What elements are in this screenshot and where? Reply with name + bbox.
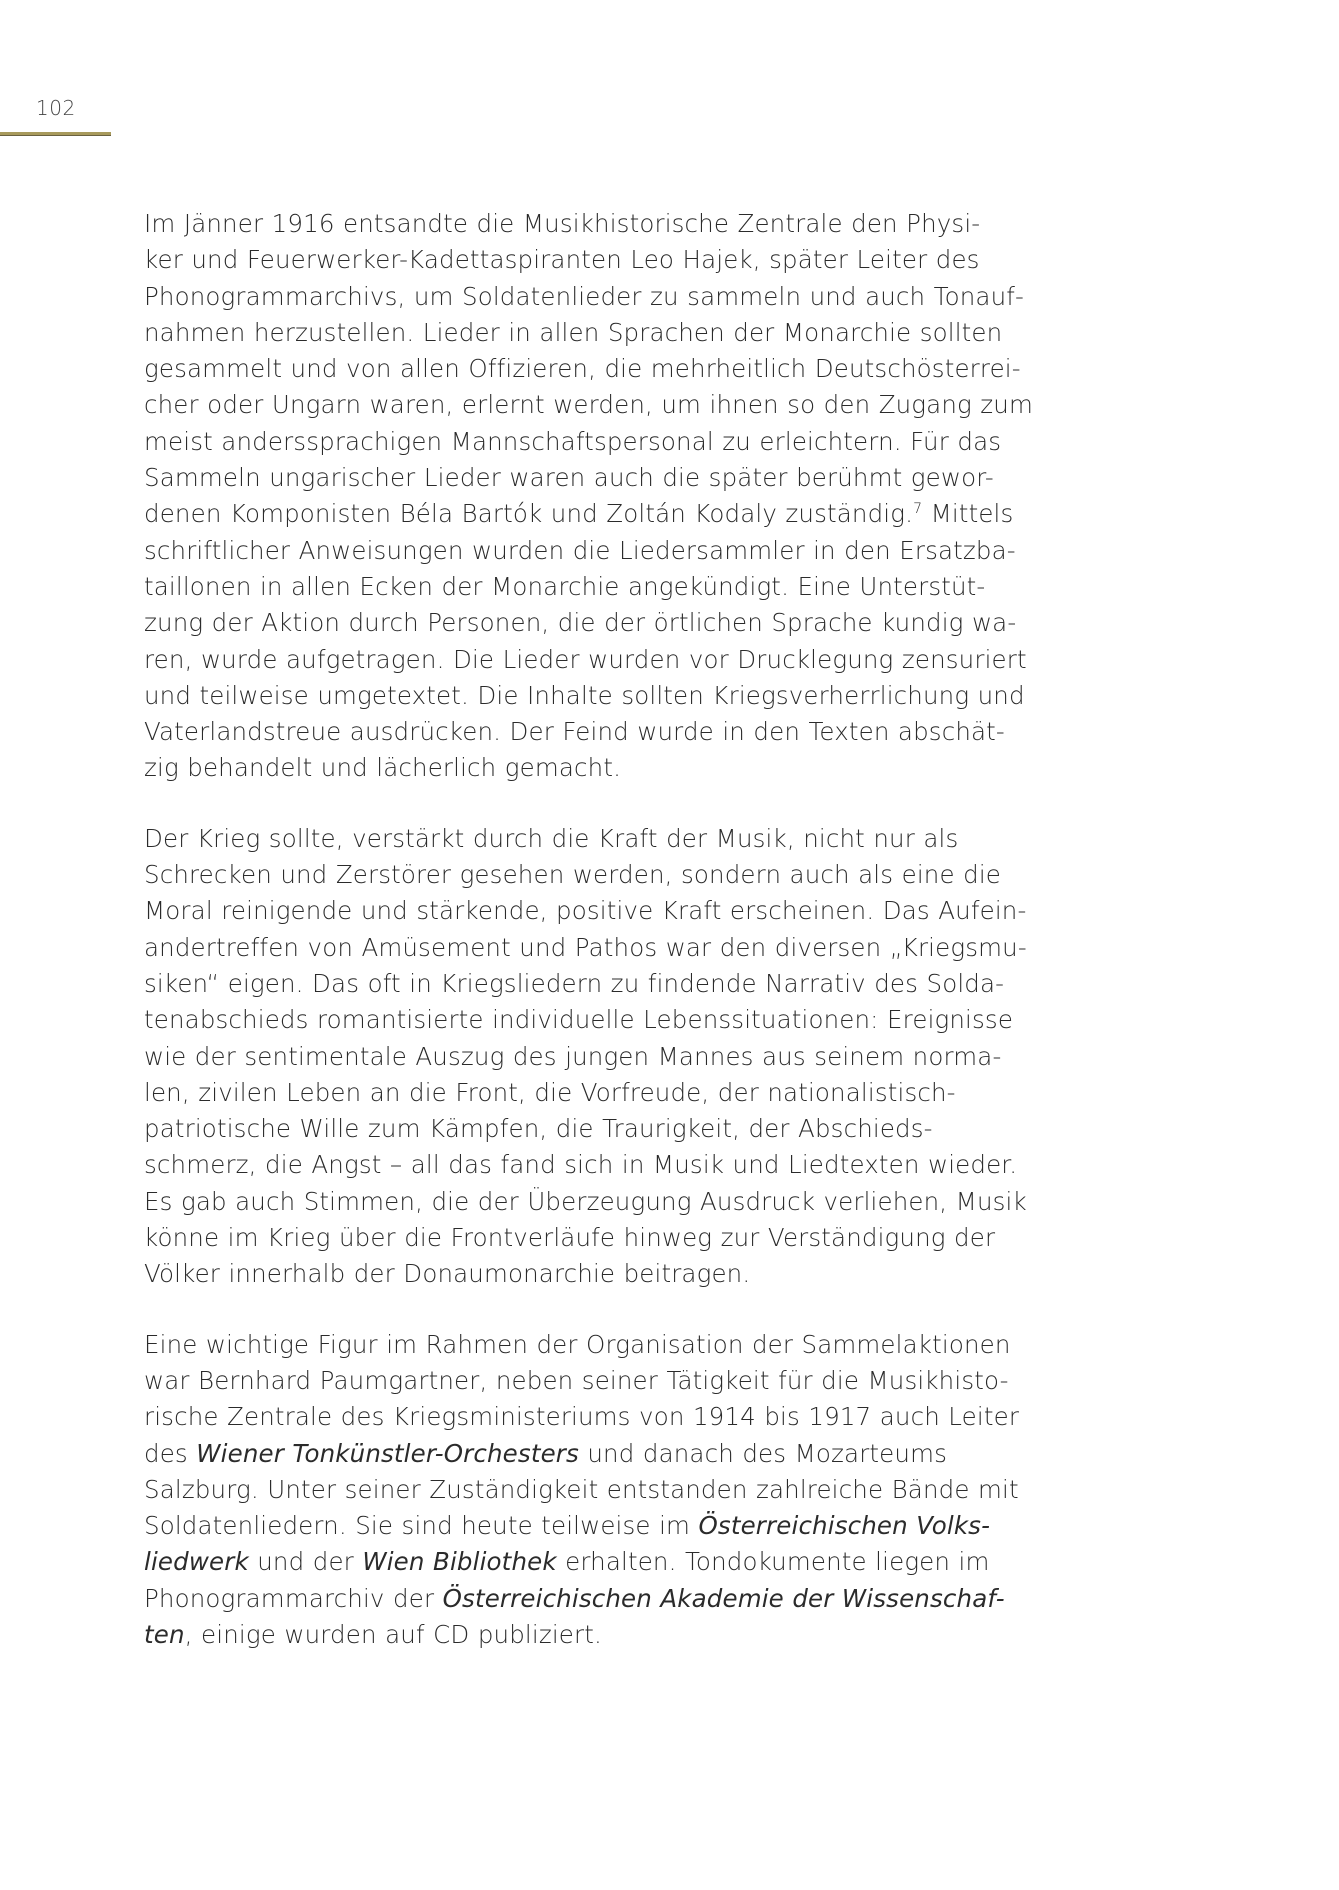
text-segment: und der: [248, 1547, 363, 1577]
text-line: war Bernhard Paumgartner, neben seiner Tätigkeit für die Musikhisto-: [144, 1365, 1009, 1395]
text-line: patriotische Wille zum Kämpfen, die Traurigkeit, der Abschieds-: [144, 1114, 933, 1144]
text-line: [144, 1617, 1044, 1653]
text-line: Völker innerhalb der Donaumonarchie beitragen.: [144, 1259, 751, 1289]
text-line: tenabschieds romantisierte individuelle Lebenssituationen: Ereignisse: [144, 1005, 1014, 1035]
text-line: [144, 1581, 1044, 1617]
text-line: nahmen herzustellen. Lieder in allen Sprachen der Monarchie sollten: [144, 317, 1003, 347]
text-line: zung der Aktion durch Personen, die der örtlichen Sprache kundig wa-: [144, 608, 1017, 638]
text-line: könne im Krieg über die Frontverläufe hinweg zur Verständigung der: [144, 1223, 996, 1253]
paragraph-2: [144, 821, 1044, 1293]
italic-title: Österreichischen Volks-: [698, 1511, 991, 1541]
text-line: meist anderssprachigen Mannschaftspersonal zu erleichtern. Für das: [144, 426, 1002, 456]
paragraph-1: [144, 206, 1044, 787]
text-line: wie der sentimentale Auszug des jungen Mannes aus seinem norma-: [144, 1041, 1002, 1071]
text-line: rische Zentrale des Kriegsministeriums von 1914 bis 1917 auch Leiter: [144, 1402, 1020, 1432]
text-line: [144, 1436, 1044, 1472]
italic-title: ten: [144, 1619, 185, 1649]
text-line: [144, 1544, 1044, 1580]
text-line: len, zivilen Leben an die Front, die Vorfreude, der nationalistisch-: [144, 1077, 956, 1107]
text-line: schmerz, die Angst – all das fand sich in Musik und Liedtexten wieder.: [144, 1150, 1018, 1180]
text-segment: Phonogrammarchiv der: [144, 1583, 443, 1613]
text-line: ren, wurde aufgetragen. Die Lieder wurden vor Drucklegung zensuriert: [144, 644, 1027, 674]
text-line: zig behandelt und lächerlich gemacht.: [144, 753, 622, 783]
italic-title: Österreichischen Akademie der Wissenschaf-: [442, 1583, 1005, 1613]
text-line: gesammelt und von allen Offizieren, die mehrheitlich Deutschösterrei-: [144, 354, 1021, 384]
text-segment: , einige wurden auf CD publiziert.: [184, 1619, 602, 1649]
body-text: [144, 206, 1044, 1687]
text-segment: Mittels: [922, 499, 1014, 529]
text-segment: und danach des Mozarteums: [578, 1438, 948, 1468]
text-line: Es gab auch Stimmen, die der Überzeugung Ausdruck verliehen, Musik: [144, 1186, 1027, 1216]
text-line: Sammeln ungarischer Lieder waren auch die später berühmt gewor-: [144, 463, 994, 493]
text-line: Phonogrammarchivs, um Soldatenlieder zu sammeln und auch Tonauf-: [144, 281, 1025, 311]
text-line: [144, 496, 1044, 532]
italic-title: Wien Bibliothek: [362, 1547, 557, 1577]
text-line: Salzburg. Unter seiner Zuständigkeit entstanden zahlreiche Bände mit: [144, 1474, 1019, 1504]
text-line: cher oder Ungarn waren, erlernt werden, um ihnen so den Zugang zum: [144, 390, 1033, 420]
footnote-marker[interactable]: 7: [913, 501, 923, 518]
text-line: siken“ eigen. Das oft in Kriegsliedern zu findende Narrativ des Solda-: [144, 968, 1005, 998]
paragraph-3: [144, 1327, 1044, 1654]
header-rule-shadow: [0, 135, 111, 136]
text-segment: denen Komponisten Béla Bartók und Zoltán Kodaly zuständig.: [144, 499, 914, 529]
text-line: Der Krieg sollte, verstärkt durch die Kraft der Musik, nicht nur als: [144, 823, 959, 853]
page-number: 102: [36, 96, 76, 120]
text-line: taillonen in allen Ecken der Monarchie angekündigt. Eine Unterstüt-: [144, 571, 986, 601]
italic-title: Wiener Tonkünstler-Orchesters: [196, 1438, 579, 1468]
text-line: ker und Feuerwerker-Kadettaspiranten Leo Hajek, später Leiter des: [144, 245, 980, 275]
text-line: und teilweise umgetextet. Die Inhalte sollten Kriegsverherrlichung und: [144, 680, 1025, 710]
text-segment: Soldatenliedern. Sie sind heute teilweise im: [144, 1511, 699, 1541]
text-segment: erhalten. Tondokumente liegen im: [556, 1547, 990, 1577]
text-line: Moral reinigende und stärkende, positive Kraft erscheinen. Das Aufein-: [144, 896, 1027, 926]
text-line: [144, 1508, 1044, 1544]
text-line: Vaterlandstreue ausdrücken. Der Feind wurde in den Texten abschät-: [144, 717, 1005, 747]
text-line: Eine wichtige Figur im Rahmen der Organisation der Sammelaktionen: [144, 1329, 1011, 1359]
text-line: schriftlicher Anweisungen wurden die Liedersammler in den Ersatzba-: [144, 535, 1016, 565]
text-segment: des: [144, 1438, 197, 1468]
text-line: Im Jänner 1916 entsandte die Musikhistorische Zentrale den Physi-: [144, 209, 981, 238]
italic-title: liedwerk: [144, 1547, 249, 1577]
text-line: andertreffen von Amüsement und Pathos war den diversen „Kriegsmu-: [144, 932, 1027, 962]
text-line: Schrecken und Zerstörer gesehen werden, sondern auch als eine die: [144, 860, 1002, 890]
